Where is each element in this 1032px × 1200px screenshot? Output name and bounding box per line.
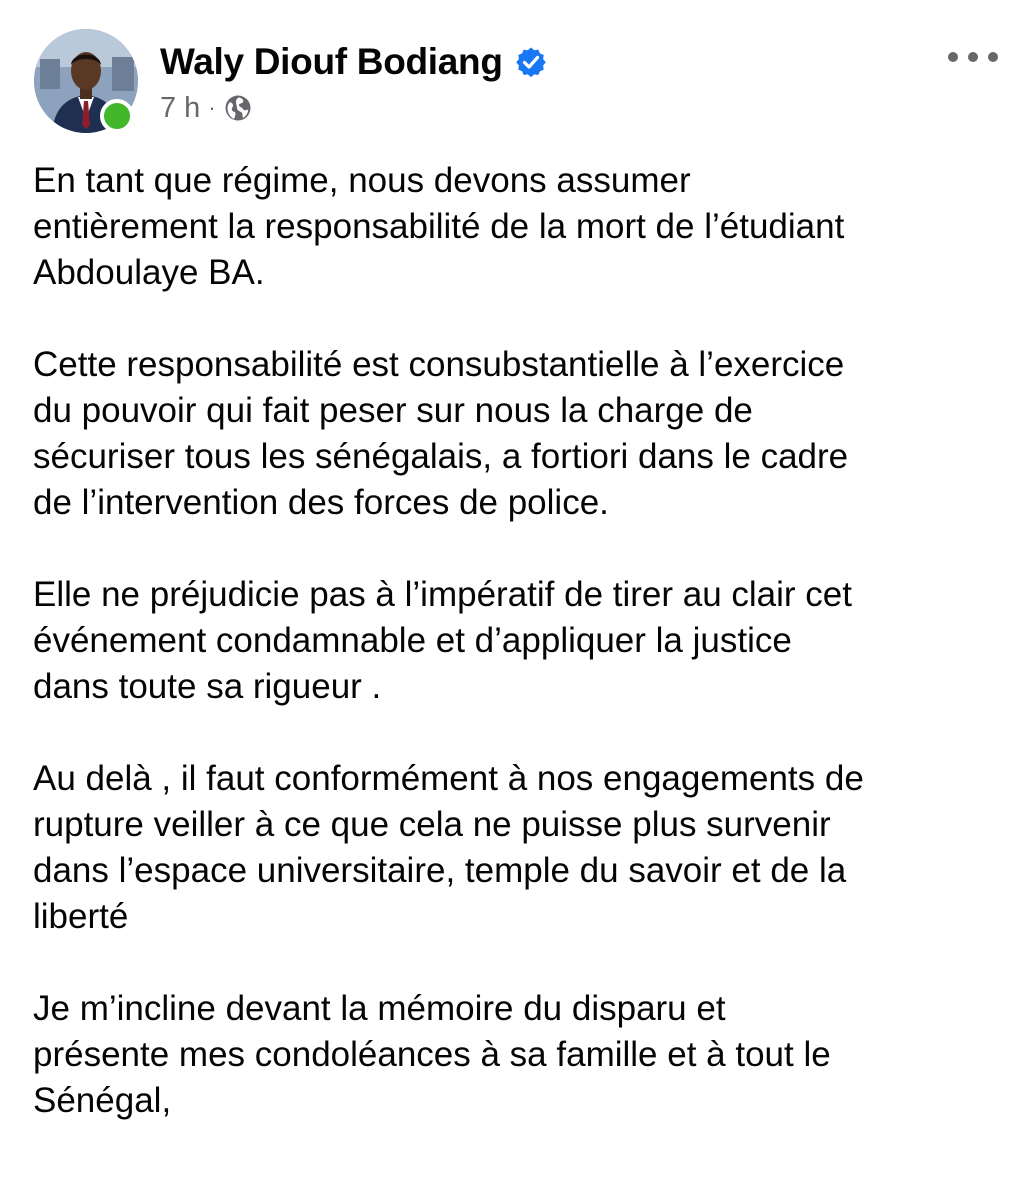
more-options-button[interactable] [948, 42, 998, 72]
author-avatar-container[interactable] [34, 29, 138, 133]
text-line: dans l’espace universitaire, temple du savoir et de la [33, 851, 847, 890]
post-paragraph [33, 572, 1008, 710]
text-line: sécuriser tous les sénégalais, a fortiori dans le cadre [33, 437, 849, 476]
post-paragraph [33, 756, 1008, 940]
more-dot-icon [968, 52, 978, 62]
text-line: liberté [33, 897, 129, 936]
post-paragraph [33, 986, 1008, 1124]
meta-separator: · [208, 95, 216, 120]
text-line: de l’intervention des forces de police. [33, 483, 609, 522]
text-line: En tant que régime, nous devons assumer [33, 161, 691, 200]
text-line: Je m’incline devant la mémoire du disparu et [33, 989, 726, 1028]
post-paragraph [33, 342, 1008, 526]
author-name[interactable]: Waly Diouf Bodiang [160, 41, 503, 82]
more-dot-icon [988, 52, 998, 62]
post-paragraph [33, 158, 1008, 296]
text-line: entièrement la responsabilité de la mort de l’étudiant [33, 207, 845, 246]
more-dot-icon [948, 52, 958, 62]
text-line: Elle ne préjudicie pas à l’impératif de tirer au clair cet [33, 575, 852, 614]
text-line: rupture veiller à ce que cela ne puisse plus survenir [33, 805, 831, 844]
text-line: Abdoulaye BA. [33, 253, 265, 292]
verified-badge-icon [515, 46, 547, 78]
text-line: du pouvoir qui fait peser sur nous la charge de [33, 391, 753, 430]
author-row [160, 40, 547, 84]
text-line: Cette responsabilité est consubstantielle à l’exercice [33, 345, 845, 384]
text-line: dans toute sa rigueur . [33, 667, 382, 706]
globe-icon[interactable] [224, 94, 252, 122]
post-time[interactable]: 7 h [160, 91, 201, 124]
post-meta [160, 90, 252, 126]
post-body [33, 158, 1008, 1124]
text-line: Sénégal, [33, 1081, 172, 1120]
text-line: événement condamnable et d’appliquer la justice [33, 621, 792, 660]
text-line: présente mes condoléances à sa famille et à tout le [33, 1035, 831, 1074]
text-line: Au delà , il faut conformément à nos engagements de [33, 759, 864, 798]
online-status-icon [100, 99, 134, 133]
